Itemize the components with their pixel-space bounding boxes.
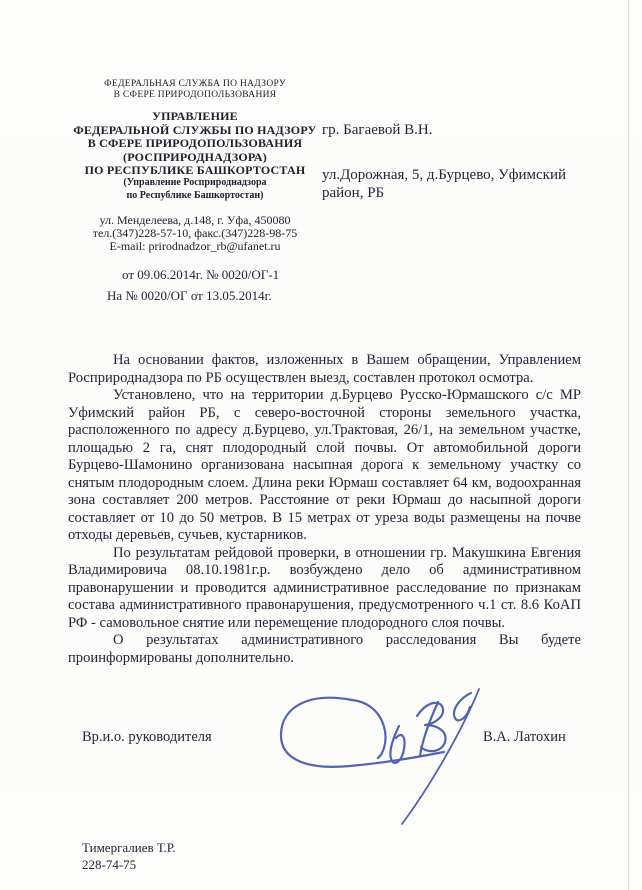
department-line: (РОСПРИРОДНАДЗОРА): [123, 149, 267, 164]
recipient-name: гр. Багаевой В.Н.: [322, 122, 433, 138]
signer-name: В.А. Латохин: [483, 729, 566, 745]
department-name: [63, 110, 327, 178]
executor-phone: 228-74-75: [82, 857, 137, 872]
phone-fax: тел.(347)228-57-10, факс.(347)228-98-75: [92, 226, 298, 240]
federal-service-line: ФЕДЕРАЛЬНАЯ СЛУЖБА ПО НАДЗОРУ: [104, 79, 286, 89]
federal-service-line: В СФЕРЕ ПРИРОДОПОЛЬЗОВАНИЯ: [113, 90, 277, 100]
email: E-mail: prirodnadzor_rb@ufanet.ru: [109, 239, 281, 253]
scan-edge-line: [628, 0, 629, 890]
postal-address: ул. Менделеева, д.148, г. Уфа, 450080: [99, 213, 291, 227]
federal-service-name: [63, 79, 327, 101]
department-line: ПО РЕСПУБЛИКЕ БАШКОРТОСТАН: [84, 163, 306, 177]
signer-position-title: Вр.и.о. руководителя: [82, 729, 212, 745]
letter-body: [68, 352, 581, 667]
letterhead-contacts: [63, 214, 327, 253]
executor-block: [82, 839, 176, 873]
body-paragraph: По результатам рейдовой проверки, в отношении гр. Макушкина Евгения Владимировича 08.10.1981г.р. возбуждено дело об административном правонарушении и проводится административное расследование по признакам состава административного правонарушения, предусмотренного ч.1 ст. 8.6 КоАП РФ - самовольное снятие или перемещение плодородного слоя почвы.: [68, 544, 581, 631]
body-paragraph: Установлено, что на территории д.Бурцево Русско-Юрмашского с/с МР Уфимский район РБ, с северо-восточной стороны земельного участка, расположенного по адресу д.Бурцево, ул.Трактовая, 26/1, на земельном участке, площадью 2 га, снят плодородный слой почвы. От автомобильной дороги Бурцево-Шамонино организована насыпная дорога к земельному участку со снятым плодородным слоем. Длина реки Юрмаш составляет 64 км, водоохранная зона составляет 200 метров. Расстояние от реки Юрмаш до насыпной дороги составляет от 10 до 50 метров. В 15 метрах от уреза воды размещены на почве отходы деревьев, сучьев, кустарников.: [68, 387, 581, 543]
department-short-line: (Управление Росприроднадзора: [123, 177, 267, 188]
executor-name: Тимергалиев Т.Р.: [82, 840, 176, 855]
outgoing-reference: от 09.06.2014г. № 0020/ОГ-1: [122, 267, 280, 282]
incoming-reference: На № 0020/ОГ от 13.05.2014г.: [107, 288, 272, 303]
department-line: В СФЕРЕ ПРИРОДОПОЛЬЗОВАНИЯ: [87, 136, 303, 150]
body-paragraph: О результатах административного расследования Вы будете проинформированы дополнительно.: [68, 632, 581, 666]
body-paragraph: На основании фактов, изложенных в Вашем обращении, Управлением Росприроднадзора по РБ осуществлен выезд, составлен протокол осмотра.: [68, 352, 581, 386]
handwritten-signature: [252, 686, 487, 831]
department-line: УПРАВЛЕНИЕ: [152, 109, 238, 123]
department-short-name: [63, 177, 327, 202]
department-line: ФЕДЕРАЛЬНОЙ СЛУЖБЫ ПО НАДЗОРУ: [73, 122, 317, 137]
recipient-address: ул.Дорожная, 5, д.Бурцево, Уфимский район, РБ: [322, 167, 567, 201]
department-short-line: по Республике Башкортостан): [126, 189, 264, 201]
